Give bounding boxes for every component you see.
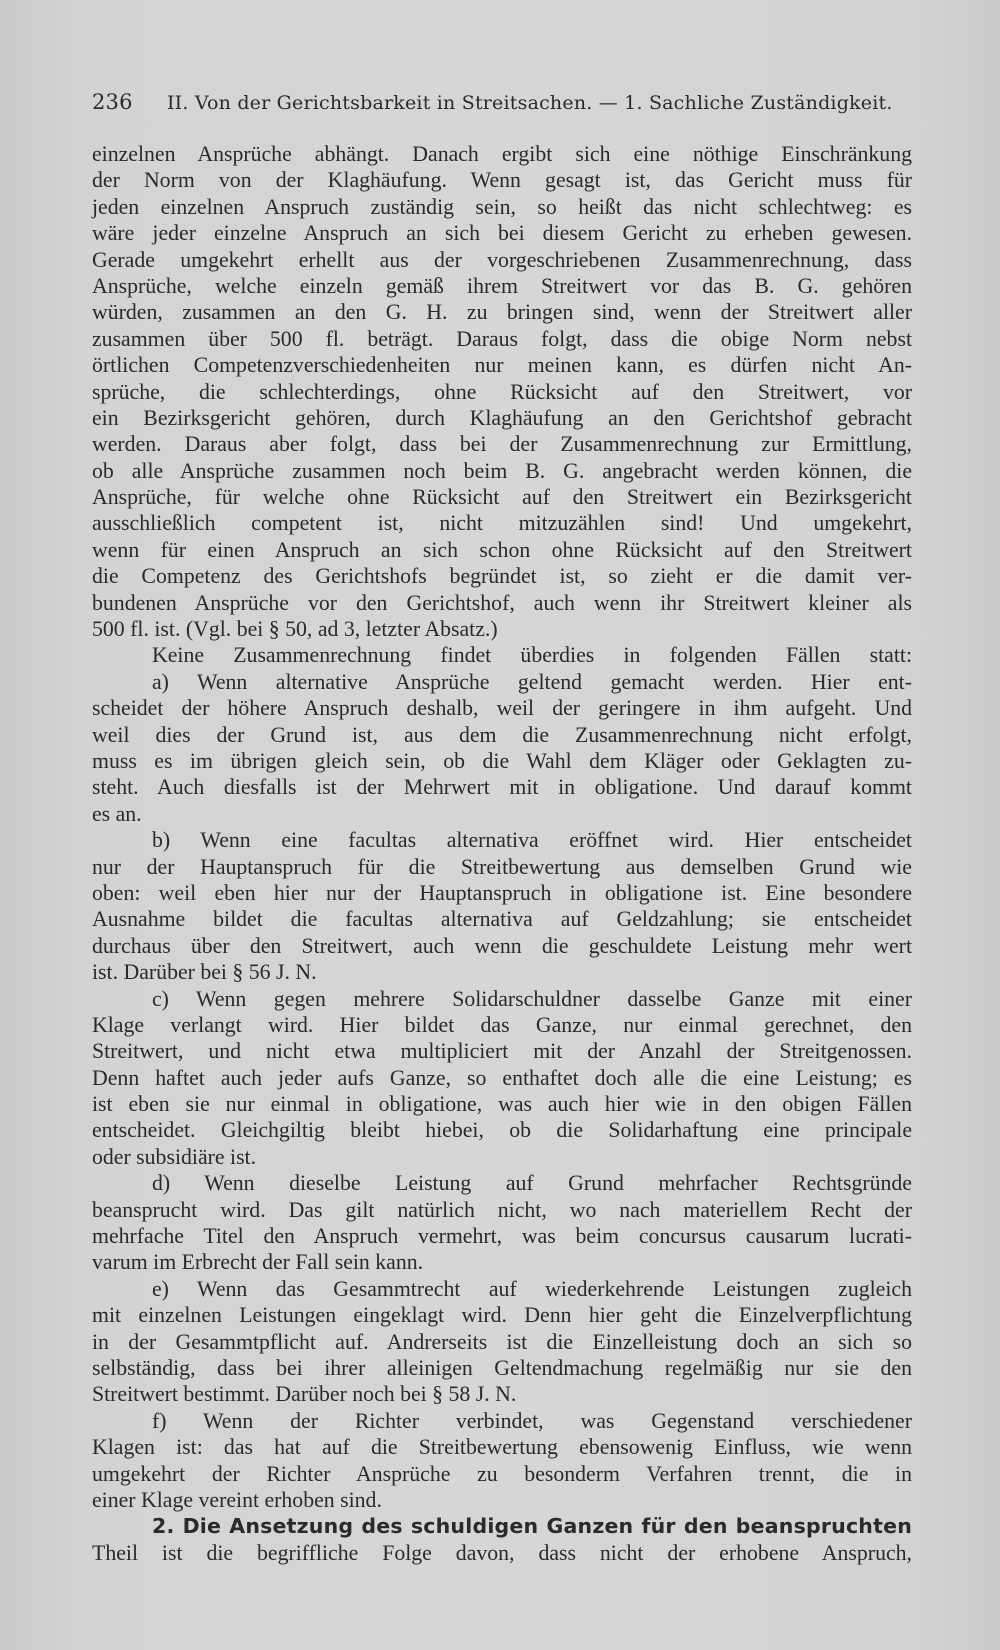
text-line: wäre jeder einzelne Anspruch an sich bei diesem Gericht zu erheben gewesen.	[92, 221, 912, 246]
text-line: ob alle Ansprüche zusammen noch beim B. G. angebracht werden können, die	[92, 458, 912, 483]
text-line: 2. Die Ansetzung des schuldigen Ganzen für den beanspruchten	[152, 1514, 912, 1539]
text-line: Streitwert bestimmt. Darüber noch bei § 58 J. N.	[92, 1382, 517, 1407]
text-line: Ansprüche, welche einzeln gemäß ihrem Streitwert vor das B. G. gehören	[92, 273, 912, 298]
text-line: selbständig, dass bei ihrer alleinigen Geltendmachung regelmäßig nur sie den	[92, 1355, 912, 1380]
text-line: scheidet der höhere Anspruch deshalb, weil der geringere in ihm aufgeht. Und	[92, 696, 912, 721]
running-title: II. Von der Gerichtsbarkeit in Streitsachen. — 1. Sachliche Zuständigkeit.	[166, 92, 893, 114]
text-line: es an.	[92, 801, 142, 826]
text-line: einer Klage vereint erhoben sind.	[92, 1487, 382, 1512]
text-line: Keine Zusammenrechnung findet überdies in folgenden Fällen statt:	[152, 643, 912, 668]
text-line: ist eben sie nur einmal in obligatione, was auch hier wie in den obigen Fällen	[92, 1092, 912, 1117]
text-line: Klage verlangt wird. Hier bildet das Ganze, nur einmal gerechnet, den	[92, 1012, 912, 1037]
text-line: entscheidet. Gleichgiltig bleibt hiebei, ob die Solidarhaftung eine principale	[92, 1118, 912, 1143]
text-line: jeden einzelnen Anspruch zuständig sein, so heißt das nicht schlechtweg: es	[92, 194, 912, 219]
text-line: b) Wenn eine facultas alternativa eröffnet wird. Hier entscheidet	[152, 828, 912, 853]
text-line: oben: weil eben hier nur der Hauptanspruch in obligatione ist. Eine besondere	[92, 880, 912, 905]
text-line: Ansprüche, für welche ohne Rücksicht auf den Streitwert ein Bezirksgericht	[92, 485, 912, 510]
text-line: Denn haftet auch jeder aufs Ganze, so enthaftet doch alle die eine Leistung; es	[92, 1065, 912, 1090]
text-line: ein Bezirksgericht gehören, durch Klaghäufung an den Gerichtshof gebracht	[92, 405, 912, 430]
text-line: ist. Darüber bei § 56 J. N.	[92, 960, 317, 985]
text-line: würden, zusammen an den G. H. zu bringen sind, wenn der Streitwert aller	[92, 300, 912, 325]
text-line: die Competenz des Gerichtshofs begründet ist, so zieht er die damit ver-	[92, 564, 912, 589]
text-line: f) Wenn der Richter verbindet, was Gegenstand verschiedener	[152, 1408, 912, 1433]
text-line: ausschließlich competent ist, nicht mitzuzählen sind! Und umgekehrt,	[92, 511, 912, 536]
text-line: varum im Erbrecht der Fall sein kann.	[92, 1250, 424, 1275]
text-line: d) Wenn dieselbe Leistung auf Grund mehrfacher Rechtsgründe	[152, 1171, 912, 1196]
text-line: c) Wenn gegen mehrere Solidarschuldner dasselbe Ganze mit einer	[152, 986, 912, 1011]
text-line: zusammen über 500 fl. beträgt. Daraus folgt, dass die obige Norm nebst	[92, 326, 912, 351]
text-line: Streitwert, und nicht etwa multipliciert mit der Anzahl der Streitgenossen.	[92, 1039, 912, 1064]
text-line: mit einzelnen Leistungen eingeklagt wird. Denn hier geht die Einzelverpflichtung	[92, 1303, 912, 1328]
text-line: a) Wenn alternative Ansprüche geltend gemacht werden. Hier ent-	[152, 669, 912, 694]
text-line: bundenen Ansprüche vor den Gerichtshof, auch wenn ihr Streitwert kleiner als	[92, 590, 912, 615]
text-line: umgekehrt der Richter Ansprüche zu besonderm Verfahren trennt, die in	[92, 1461, 912, 1486]
text-line: Ausnahme bildet die facultas alternativa auf Geldzahlung; sie entscheidet	[92, 907, 912, 932]
text-line: Theil ist die begriffliche Folge davon, dass nicht der erhobene Anspruch,	[92, 1540, 912, 1565]
text-line: steht. Auch diesfalls ist der Mehrwert mit in obligatione. Und darauf kommt	[92, 775, 912, 800]
text-line: werden. Daraus aber folgt, dass bei der Zusammenrechnung zur Ermittlung,	[92, 432, 912, 457]
text-line: weil dies der Grund ist, aus dem die Zusammenrechnung nicht erfolgt,	[92, 722, 912, 747]
text-line: e) Wenn das Gesammtrecht auf wiederkehrende Leistungen zugleich	[152, 1276, 912, 1301]
text-line: 500 fl. ist. (Vgl. bei § 50, ad 3, letzter Absatz.)	[92, 617, 498, 642]
text-line: sprüche, die schlechterdings, ohne Rücksicht auf den Streitwert, vor	[92, 379, 912, 404]
running-header	[92, 90, 922, 120]
text-line: Klagen ist: das hat auf die Streitbewertung ebensowenig Einfluss, wie wenn	[92, 1435, 912, 1460]
page-number: 236	[92, 90, 133, 114]
text-line: örtlichen Competenzverschiedenheiten nur meinen kann, es dürfen nicht An-	[92, 353, 912, 378]
text-line: nur der Hauptanspruch für die Streitbewertung aus demselben Grund wie	[92, 854, 912, 879]
text-line: muss es im übrigen gleich sein, ob die Wahl dem Kläger oder Geklagten zu-	[92, 748, 912, 773]
text-line: beansprucht wird. Das gilt natürlich nicht, wo nach materiellem Recht der	[92, 1197, 912, 1222]
text-line: in der Gesammtpflicht auf. Andrerseits ist die Einzelleistung doch an sich so	[92, 1329, 912, 1354]
text-line: Gerade umgekehrt erhellt aus der vorgeschriebenen Zusammenrechnung, dass	[92, 247, 912, 272]
text-line: oder subsidiäre ist.	[92, 1144, 257, 1169]
text-line: wenn für einen Anspruch an sich schon ohne Rücksicht auf den Streitwert	[92, 537, 912, 562]
body-text	[92, 141, 912, 1566]
text-line: durchaus über den Streitwert, auch wenn die geschuldete Leistung mehr wert	[92, 933, 912, 958]
text-line: der Norm von der Klaghäufung. Wenn gesagt ist, das Gericht muss für	[92, 168, 912, 193]
text-line: mehrfache Titel den Anspruch vermehrt, was beim concursus causarum lucrati-	[92, 1224, 912, 1249]
text-line: einzelnen Ansprüche abhängt. Danach ergibt sich eine nöthige Einschränkung	[92, 142, 912, 166]
